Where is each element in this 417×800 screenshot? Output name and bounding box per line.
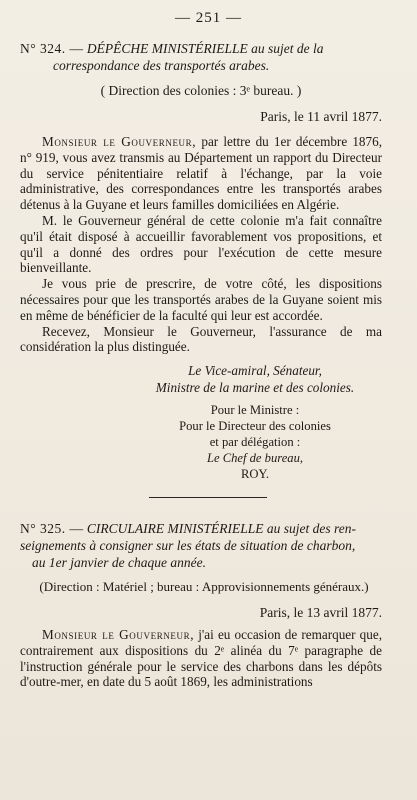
- section-divider-rule: [149, 497, 267, 498]
- delegation-block: [150, 402, 360, 482]
- signature-line-4: Pour le Directeur des colonies: [179, 419, 331, 433]
- section-325-body: [20, 627, 382, 690]
- body-paragraph-1: [20, 134, 382, 213]
- signature-line-5: et par délégation :: [209, 435, 301, 449]
- section-324-heading: [20, 40, 382, 74]
- section-number: N° 324. —: [20, 41, 84, 56]
- section-title-line1: DÉPÊCHE MINISTÉRIELLE au sujet de la: [86, 41, 324, 56]
- page-number: — 251 —: [175, 10, 242, 26]
- salutation: Monsieur le Gouverneur,: [42, 134, 197, 149]
- section-number: N° 325. —: [20, 521, 84, 536]
- signature-block: [110, 362, 400, 396]
- section-324-direction: ( Direction des colonies : 3ᵉ bureau. ): [100, 83, 302, 98]
- signature-line-7: ROY.: [240, 467, 270, 481]
- salutation: Monsieur le Gouverneur,: [42, 627, 195, 642]
- section-324-body: [20, 134, 382, 355]
- body-paragraph-3: Je vous prie de prescrire, de votre côté, les dispositions nécessaires pour que les transportés arabes de la Guyane soient mis en même de bénéficier de la faculté qui leur est accordée.: [20, 276, 382, 323]
- section-325-heading: [20, 520, 382, 571]
- section-325-direction: (Direction : Matériel ; bureau : Approvisionnements généraux.): [39, 579, 369, 594]
- section-325-date: Paris, le 13 avril 1877.: [259, 605, 382, 620]
- section-title-line2: correspondance des transportés arabes.: [53, 58, 270, 73]
- section-324-date: Paris, le 11 avril 1877.: [260, 109, 382, 124]
- body-paragraph-1: [20, 627, 382, 690]
- section-title-line3: au 1er janvier de chaque année.: [32, 555, 206, 570]
- signature-line-2: Ministre de la marine et des colonies.: [155, 380, 355, 395]
- signature-line-3: Pour le Ministre :: [210, 403, 300, 417]
- body-paragraph-2: M. le Gouverneur général de cette colonie m'a fait connaître qu'il était disposé à accueillir favorablement vos propositions, et qu'il a donné des ordres pour l'exécution de cette mesure bienveillante.: [20, 212, 382, 276]
- section-title-line1: CIRCULAIRE MINISTÉRIELLE au sujet des ren-: [86, 521, 357, 536]
- section-title-line2: seignements à consigner sur les états de situation de charbon,: [20, 538, 356, 553]
- paragraph-text: par lettre du 1er décembre 1876, n° 919, vous avez transmis au Département un rapport du Directeur du service pénitentiaire relatif à l'échange, par la voie administrative, des correspondances entre les transportés arabes détenus à la Guyane et leurs familles domiciliées en Algérie.: [20, 134, 383, 213]
- paragraph-text: j'ai eu occasion de remarquer que, contrairement aux dispositions du 2ᵉ alinéa du 7ᵉ paragraphe de l'instruction générale pour le service des charbons dans les dépôts d'outre-mer, en date du 5 août 1869, les administrations: [20, 627, 383, 690]
- body-paragraph-4: Recevez, Monsieur le Gouverneur, l'assurance de ma considération la plus distinguée.: [20, 323, 382, 355]
- signature-line-6: Le Chef de bureau,: [206, 451, 304, 465]
- signature-line-1: Le Vice-amiral, Sénateur,: [188, 363, 322, 378]
